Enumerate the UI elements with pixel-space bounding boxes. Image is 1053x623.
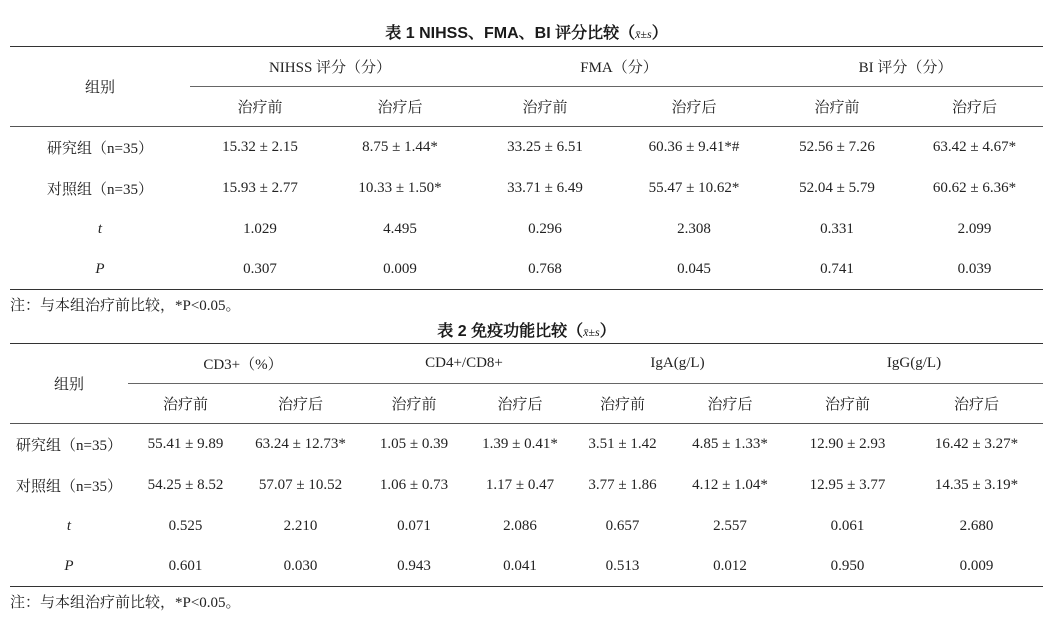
table-row — [10, 465, 1043, 506]
table1-caption-suffix: ） — [651, 25, 668, 42]
table2-sub-header: 治疗后 — [707, 397, 753, 413]
table1-caption-prefix: 表 1 NIHSS、FMA、BI 评分比较（ — [385, 25, 636, 42]
table-cell: 0.943 — [397, 557, 431, 574]
table2-caption-suffix: ） — [599, 323, 616, 340]
table2-sub-header-row — [10, 384, 1043, 424]
table2-sub-header: 治疗前 — [391, 397, 437, 413]
table2 — [10, 343, 1043, 587]
table-cell: 0.039 — [957, 260, 992, 277]
row-label: 对照组（n=35） — [16, 478, 122, 495]
table-cell: 55.47 ± 10.62* — [648, 179, 740, 196]
table2-caption-ms: x̄±s — [583, 325, 600, 339]
table-cell: 0.041 — [503, 557, 537, 574]
table-cell: 0.071 — [397, 517, 431, 534]
table1-group-header: 组别 — [10, 47, 190, 127]
table-cell: 0.331 — [820, 220, 854, 237]
row-label: P — [64, 557, 74, 574]
table-cell: 52.04 ± 5.79 — [799, 179, 875, 196]
row-label: 对照组（n=35） — [47, 181, 153, 198]
table-cell: 33.25 ± 6.51 — [507, 138, 583, 155]
table1 — [10, 46, 1043, 290]
table-cell: 60.36 ± 9.41*# — [648, 138, 740, 155]
row-label: 研究组（n=35） — [16, 437, 122, 454]
table-cell: 3.51 ± 1.42 — [588, 435, 657, 452]
table-cell: 0.012 — [713, 557, 747, 574]
table-cell: 2.680 — [959, 517, 994, 534]
table-cell: 0.601 — [168, 557, 203, 574]
table1-col-group-nihss: NIHSS 评分（分） — [190, 47, 470, 87]
table2-caption — [0, 318, 1053, 341]
table-cell: 0.950 — [830, 557, 865, 574]
table1-sub-header: 治疗前 — [522, 100, 568, 116]
table-cell: 2.308 — [677, 220, 711, 237]
table-cell: 2.557 — [713, 517, 747, 534]
table-row — [10, 547, 1043, 587]
table-cell: 12.90 ± 2.93 — [809, 435, 886, 452]
table-cell: 1.39 ± 0.41* — [482, 435, 558, 452]
table2-sub-header: 治疗前 — [162, 397, 208, 413]
table-cell: 15.32 ± 2.15 — [222, 138, 298, 155]
table1-sub-header: 治疗前 — [237, 100, 283, 116]
table-cell: 2.210 — [283, 517, 318, 534]
table-cell: 8.75 ± 1.44* — [362, 138, 438, 155]
table-cell: 10.33 ± 1.50* — [358, 179, 442, 196]
table2-col-group-igg: IgG(g/L) — [785, 344, 1043, 384]
table-row — [10, 506, 1043, 547]
table2-sub-header: 治疗后 — [277, 397, 323, 413]
row-label: t — [97, 220, 103, 237]
table-cell: 15.93 ± 2.77 — [222, 179, 298, 196]
table1-sub-header: 治疗后 — [377, 100, 423, 116]
table2-group-header: 组别 — [10, 344, 128, 424]
table-cell: 4.85 ± 1.33* — [692, 435, 768, 452]
row-label: P — [95, 260, 105, 277]
table-cell: 0.061 — [830, 517, 865, 534]
table-cell: 1.029 — [243, 220, 277, 237]
table2-sub-header: 治疗后 — [953, 397, 999, 413]
table-cell: 2.099 — [957, 220, 992, 237]
table-cell: 0.525 — [168, 517, 203, 534]
table1-col-group-fma: FMA（分） — [470, 47, 768, 87]
table1-sub-header: 治疗后 — [951, 100, 997, 116]
table2-sub-header: 治疗前 — [824, 397, 870, 413]
table2-sub-header: 治疗前 — [599, 397, 645, 413]
table-row — [10, 424, 1043, 465]
table-cell: 1.06 ± 0.73 — [379, 476, 449, 493]
table-cell: 52.56 ± 7.26 — [799, 138, 875, 155]
table-cell: 3.77 ± 1.86 — [588, 476, 657, 493]
table-cell: 4.12 ± 1.04* — [692, 476, 768, 493]
table-cell: 63.24 ± 12.73* — [255, 435, 346, 452]
table1-sub-header: 治疗前 — [814, 100, 860, 116]
row-label: 研究组（n=35） — [47, 140, 153, 157]
table-cell: 57.07 ± 10.52 — [258, 476, 343, 493]
table-cell: 14.35 ± 3.19* — [934, 476, 1019, 493]
table-row — [10, 168, 1043, 209]
table-cell: 0.009 — [383, 260, 417, 277]
table-cell: 1.17 ± 0.47 — [485, 476, 555, 493]
table-cell: 0.009 — [959, 557, 994, 574]
table-cell: 1.05 ± 0.39 — [379, 435, 449, 452]
table-cell: 0.045 — [677, 260, 711, 277]
table-cell: 12.95 ± 3.77 — [809, 476, 886, 493]
table2-col-group-iga: IgA(g/L) — [570, 344, 785, 384]
table-cell: 2.086 — [503, 517, 537, 534]
table2-col-group-cd4-cd8: CD4+/CD8+ — [358, 344, 570, 384]
table-cell: 0.513 — [605, 557, 640, 574]
table-cell: 60.62 ± 6.36* — [932, 179, 1017, 196]
table1-sub-header: 治疗后 — [671, 100, 717, 116]
table-cell: 0.296 — [528, 220, 562, 237]
table2-caption-prefix: 表 2 免疫功能比较（ — [437, 323, 584, 340]
table2-note: 注：与本组治疗前比较，*P<0.05。 — [10, 595, 241, 611]
table-row — [10, 127, 1043, 168]
table-cell: 16.42 ± 3.27* — [934, 435, 1019, 452]
table1-col-group-bi: BI 评分（分） — [768, 47, 1043, 87]
table1-caption-ms: x̄±s — [635, 27, 652, 41]
table-row — [10, 250, 1043, 290]
table-cell: 63.42 ± 4.67* — [932, 138, 1017, 155]
row-label: t — [66, 517, 72, 534]
table1-note: 注：与本组治疗前比较，*P<0.05。 — [10, 298, 241, 314]
table-cell: 4.495 — [383, 220, 417, 237]
table-cell: 0.030 — [283, 557, 318, 574]
table-cell: 0.768 — [528, 260, 562, 277]
table-cell: 0.657 — [605, 517, 640, 534]
table-cell: 0.741 — [820, 260, 854, 277]
table-cell: 55.41 ± 9.89 — [147, 435, 224, 452]
table1-caption — [0, 20, 1053, 43]
table2-col-group-cd3: CD3+（%） — [128, 344, 358, 384]
table1-group-header-row — [10, 47, 1043, 87]
table-cell: 33.71 ± 6.49 — [507, 179, 583, 196]
table2-group-header-row — [10, 344, 1043, 384]
table-cell: 0.307 — [243, 260, 277, 277]
table-cell: 54.25 ± 8.52 — [147, 476, 224, 493]
table-row — [10, 209, 1043, 250]
table2-sub-header: 治疗后 — [497, 397, 543, 413]
